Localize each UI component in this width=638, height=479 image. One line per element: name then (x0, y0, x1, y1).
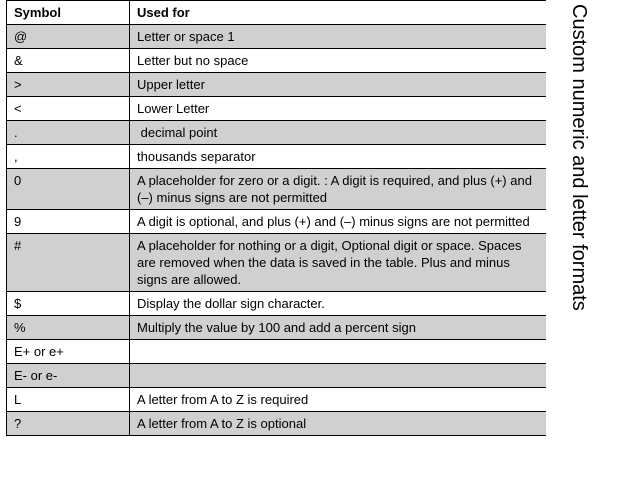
used-for-cell: A letter from A to Z is optional (130, 412, 547, 436)
used-for-cell: decimal point (130, 121, 547, 145)
used-for-cell: A placeholder for zero or a digit. : A digit is required, and plus (+) and (–) minus signs are not permitted (130, 169, 547, 210)
symbol-cell: & (7, 49, 130, 73)
used-for-cell: thousands separator (130, 145, 547, 169)
table-row (7, 316, 547, 340)
table-row (7, 234, 547, 292)
table-row (7, 73, 547, 97)
symbol-cell: < (7, 97, 130, 121)
table-row (7, 97, 547, 121)
table-row (7, 340, 547, 364)
used-for-cell: Display the dollar sign character. (130, 292, 547, 316)
symbol-cell: # (7, 234, 130, 292)
symbol-cell: > (7, 73, 130, 97)
used-for-cell: Upper letter (130, 73, 547, 97)
used-for-cell: Lower Letter (130, 97, 547, 121)
table-row (7, 121, 547, 145)
format-table (6, 0, 546, 436)
format-table-container (6, 0, 546, 479)
symbol-cell: L (7, 388, 130, 412)
table-row (7, 25, 547, 49)
symbol-cell: 0 (7, 169, 130, 210)
used-for-cell: A letter from A to Z is required (130, 388, 547, 412)
symbol-cell: $ (7, 292, 130, 316)
symbol-cell: 9 (7, 210, 130, 234)
header-used-for: Used for (130, 1, 547, 25)
symbol-cell: , (7, 145, 130, 169)
table-row (7, 292, 547, 316)
symbol-cell: . (7, 121, 130, 145)
table-row (7, 169, 547, 210)
symbol-cell: ? (7, 412, 130, 436)
used-for-cell (130, 364, 547, 388)
header-symbol: Symbol (7, 1, 130, 25)
symbol-cell: E+ or e+ (7, 340, 130, 364)
used-for-cell: Letter but no space (130, 49, 547, 73)
table-row (7, 145, 547, 169)
table-header-row (7, 1, 547, 25)
side-title: Custom numeric and letter formats (568, 4, 590, 311)
used-for-cell: Letter or space 1 (130, 25, 547, 49)
table-row (7, 210, 547, 234)
used-for-cell: Multiply the value by 100 and add a percent sign (130, 316, 547, 340)
used-for-cell: A digit is optional, and plus (+) and (–) minus signs are not permitted (130, 210, 547, 234)
symbol-cell: % (7, 316, 130, 340)
symbol-cell: E- or e- (7, 364, 130, 388)
table-row (7, 388, 547, 412)
symbol-cell: @ (7, 25, 130, 49)
table-row (7, 412, 547, 436)
table-row (7, 364, 547, 388)
table-row (7, 49, 547, 73)
used-for-cell (130, 340, 547, 364)
used-for-cell: A placeholder for nothing or a digit, Optional digit or space. Spaces are removed when the data is saved in the table. Plus and minus signs are allowed. (130, 234, 547, 292)
